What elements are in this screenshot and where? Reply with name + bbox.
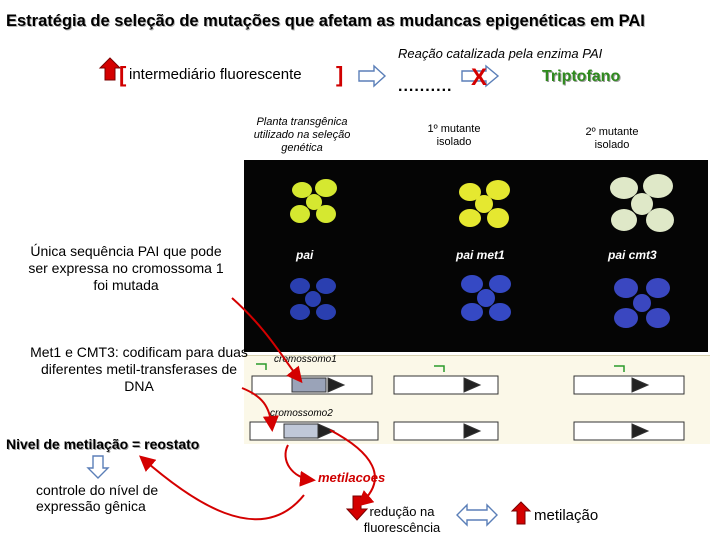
met1-cmt3-note: Met1 e CMT3: codificam para duas diferentes metil-transferases de DNA [30, 344, 248, 394]
plant-label-pai-met1: pai met1 [456, 248, 505, 262]
mutant2-label: 2º mutante isolado [585, 126, 639, 151]
chromosome2-label: cromossomo2 [270, 408, 333, 419]
bracket-right: ] [336, 62, 344, 87]
pai-sequence-note: Única sequência PAI que pode ser expressa no cromossoma 1 foi mutada [28, 243, 224, 293]
nivel-metilacao-title: Nivel de metilação = reostato [6, 436, 200, 452]
chromosome1-label: cromossomo1 [274, 354, 337, 365]
product-label: Triptofano [542, 68, 621, 85]
controle-note: controle do nível de expressão gênica [36, 482, 159, 514]
plant-label-pai: pai [296, 248, 314, 262]
plant-label-pai-cmt3: pai cmt3 [608, 248, 657, 262]
metilacao-label: metilação [534, 507, 599, 524]
reaction-dots: .......... [398, 78, 453, 95]
reaction-header: Reação catalizada pela enzima PAI [398, 46, 603, 61]
page-title: Estratégia de seleção de mutações que afetam as mudancas epigenéticas em PAI [6, 12, 645, 30]
intermediate-label: intermediário fluorescente [129, 66, 302, 83]
transgenic-label: Planta transgênica utilizado na seleção genética [253, 116, 351, 154]
metilacoes-label: metilacoes [318, 470, 386, 485]
reducao-label: redução na fluorescência [363, 504, 441, 535]
mutant1-label: 1º mutante isolado [427, 123, 481, 148]
block-x-mark: X [471, 64, 488, 91]
bracket-left: [ [119, 62, 127, 87]
